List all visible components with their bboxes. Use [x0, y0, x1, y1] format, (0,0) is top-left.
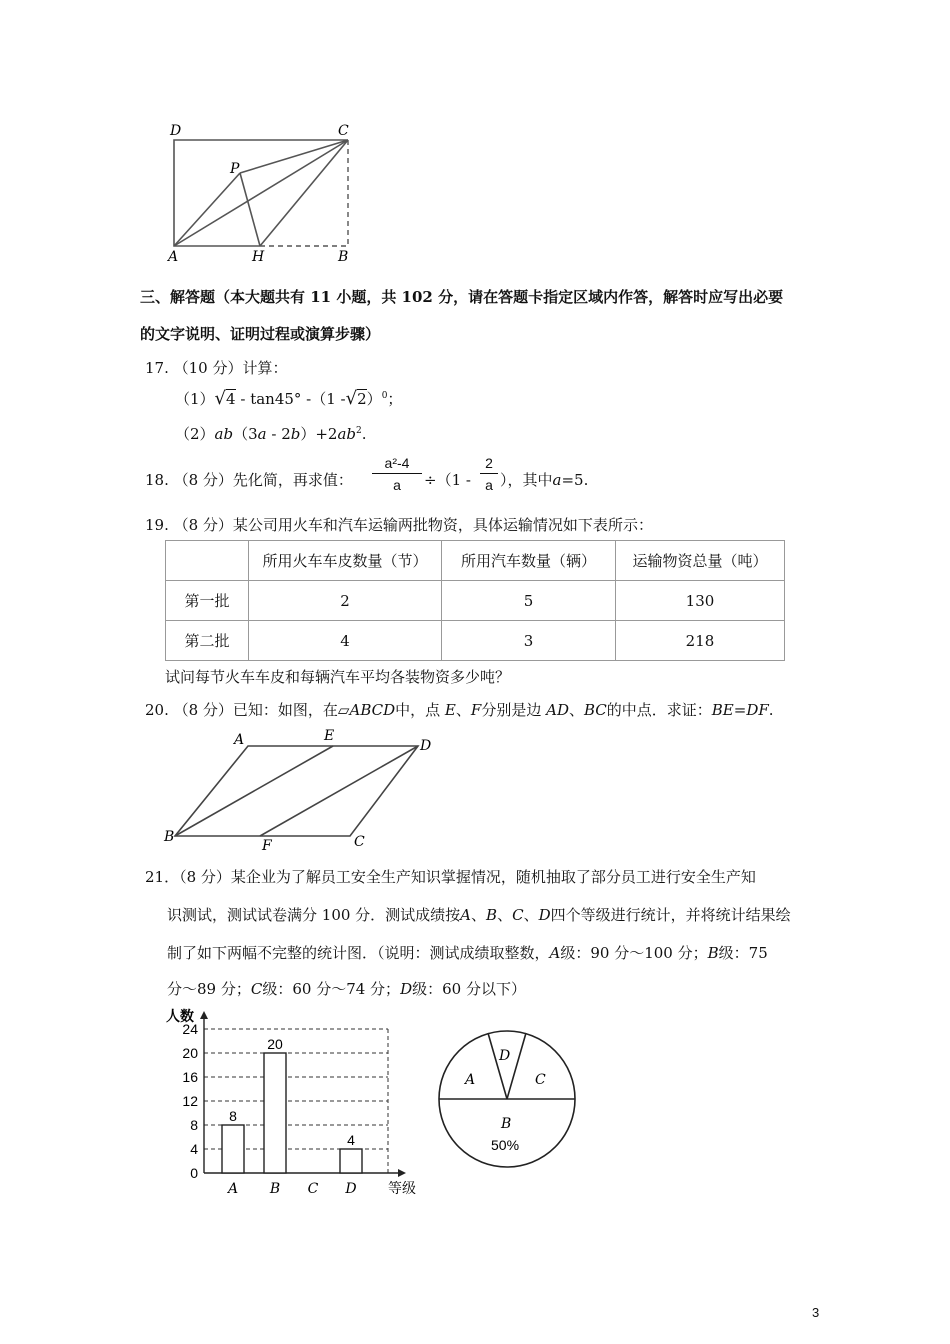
q20-abcd: ABCD: [349, 701, 396, 719]
label-C: C: [354, 834, 365, 850]
q18-frac1-den: a: [393, 477, 401, 493]
label-H: H: [252, 249, 265, 265]
q17-p2-a: ab: [214, 425, 234, 443]
q21-line4e: 级：60 分以下）: [412, 980, 526, 998]
label-D: D: [170, 123, 182, 139]
table-cell: 第二批: [166, 621, 249, 661]
bar-D: [340, 1149, 362, 1173]
q18-var: a: [552, 471, 562, 489]
label-D: D: [420, 738, 432, 754]
q18-tail-text: ），其中: [500, 471, 553, 489]
q20-sep: 、: [455, 701, 471, 719]
bar-chart: [160, 1005, 430, 1205]
y-axis-label: 人数: [166, 1009, 194, 1025]
pie-label-D: D: [499, 1048, 511, 1064]
table-row: [166, 621, 785, 661]
q21-line1: 21．（8 分）某企业为了解员工安全生产知识掌握情况，随机抽取了部分员工进行安全生产知: [145, 868, 756, 886]
pie-slice-divider-d-left: [488, 1033, 507, 1099]
q21-line3a: 制了如下两幅不完整的统计图．（说明：测试成绩取整数，: [167, 944, 550, 962]
data-label-A: 8: [229, 1108, 237, 1124]
q17-sqrt-a: 4: [226, 390, 236, 408]
section3-line1: 三、解答题（本大题共有 11 小题，共 102 分，请在答题卡指定区域内作答，解答时应写出必要: [140, 288, 784, 306]
pie-label-C: C: [535, 1072, 546, 1088]
q18-head: 18. （8 分）先化简，再求值：: [145, 471, 353, 489]
table-header-row: [166, 541, 785, 581]
q18-frac2-den: a: [485, 477, 493, 493]
x-tick-label-D: D: [345, 1181, 357, 1197]
q17-p2-b: （3: [233, 425, 258, 443]
q21-line4b: C: [250, 980, 263, 998]
label-P: P: [230, 161, 240, 177]
q21-line4c: 级：60 分～74 分；: [262, 980, 401, 998]
q20-df: DF: [746, 701, 769, 719]
q21-line3c: 级：90 分～100 分；: [560, 944, 708, 962]
q20-bc: BC: [583, 701, 607, 719]
q20-mid2: 分别是边: [481, 701, 542, 719]
label-B: B: [164, 829, 175, 845]
q17-p2-e: b: [290, 425, 301, 443]
q20-end: .: [768, 701, 774, 719]
q20-ad: AD: [546, 701, 569, 719]
q17-sqrt-b: 2: [357, 390, 367, 408]
data-label-B: 20: [267, 1036, 283, 1052]
q17-p1-mid: - tan45° -（1 -: [240, 390, 346, 408]
table-header-cell: 运输物资总量（吨）: [616, 541, 785, 581]
q17-p2-h: 2: [356, 426, 362, 436]
q20-mid3: 的中点．求证：: [606, 701, 712, 719]
q21-line2f: C: [512, 906, 524, 924]
table-cell: 3: [442, 621, 616, 661]
q20-e: E: [444, 701, 456, 719]
q19-question: 试问每节火车车皮和每辆汽车平均各装物资多少吨？: [165, 668, 511, 686]
y-tick-label: 24: [182, 1021, 198, 1037]
bar-B: [264, 1053, 286, 1173]
q17-p1-prefix: （1）: [175, 390, 215, 408]
label-E: E: [324, 728, 335, 744]
q18-tail: [500, 469, 588, 490]
q17-p2-g: ab: [337, 425, 357, 443]
bar-A: [222, 1125, 244, 1173]
table-header-cell: 所用汽车数量（辆）: [442, 541, 616, 581]
q17-p1-exp: 0: [381, 391, 388, 401]
q21-line2e: 、: [497, 906, 513, 924]
q21-line2i: 四个等级进行统计，并将统计结果绘: [550, 906, 791, 924]
q21-line2a: 识测试，测试试卷满分 100 分．测试成绩按: [167, 906, 461, 924]
q21-line4: [167, 978, 526, 999]
q17-p2-c: a: [257, 425, 267, 443]
q17-head: 17. （10 分）计算：: [145, 359, 288, 377]
x-axis-label: 等级: [388, 1181, 416, 1197]
q21-line2b: A: [460, 906, 472, 924]
data-label-D: 4: [347, 1132, 355, 1148]
q19-head: 19. （8 分）某公司用火车和汽车运输两批物资，具体运输情况如下表所示：: [145, 516, 653, 534]
label-A: A: [234, 732, 245, 748]
q21-line3b: A: [549, 944, 561, 962]
pie-label-B: B: [501, 1116, 512, 1132]
q17-p2-i: .: [361, 425, 367, 443]
table-header-cell: [166, 541, 249, 581]
q20-be: BE: [711, 701, 734, 719]
q21-line2d: B: [486, 906, 498, 924]
q20-eqs: =: [733, 701, 747, 719]
page-number: 3: [812, 1305, 820, 1320]
q20-mid1: 中，点: [395, 701, 441, 719]
pie-label-B-percent: 50%: [491, 1137, 520, 1153]
table-cell: 5: [442, 581, 616, 621]
pie-label-A: A: [465, 1072, 476, 1088]
table-header-cell: 所用火车车皮数量（节）: [249, 541, 442, 581]
table-cell: 130: [616, 581, 785, 621]
rectangle-figure: [160, 118, 360, 268]
q21-line3: [167, 942, 768, 963]
q19-table: [165, 540, 785, 661]
label-F: F: [262, 838, 272, 850]
y-tick-label: 12: [182, 1093, 198, 1109]
table-cell: 218: [616, 621, 785, 661]
x-tick-label-B: B: [269, 1181, 281, 1197]
pie-chart: [435, 1022, 585, 1172]
parallelogram-figure: [160, 726, 440, 850]
q17-part2: [175, 423, 367, 444]
q21-line3e: 级：75: [718, 944, 768, 962]
table-cell: 4: [249, 621, 442, 661]
y-tick-label: 8: [190, 1117, 198, 1133]
q20-head: [145, 699, 774, 720]
y-tick-label: 0: [190, 1165, 198, 1181]
q20-sep2: 、: [568, 701, 584, 719]
q18-eq: =5.: [561, 471, 589, 489]
q18-frac1-num: a²-4: [372, 455, 422, 474]
x-tick-label-A: A: [227, 1181, 239, 1197]
y-tick-label: 20: [182, 1045, 198, 1061]
section3-line2: 的文字说明、证明过程或演算步骤）: [140, 325, 381, 343]
pie-slice-divider-d-right: [507, 1033, 526, 1099]
x-axis-arrow: [398, 1169, 406, 1177]
q21-line2g: 、: [523, 906, 539, 924]
q21-line3d: B: [707, 944, 719, 962]
label-A: A: [168, 249, 179, 265]
y-tick-label: 16: [182, 1069, 198, 1085]
q18-frac1: [372, 455, 422, 493]
q18-frac2: [480, 455, 498, 493]
q21-line2: [167, 904, 791, 925]
q20-head-text: 20. （8 分）已知：如图，在▱: [145, 701, 350, 719]
y-tick-label: 4: [190, 1141, 198, 1157]
q21-line4d: D: [400, 980, 413, 998]
q17-p1-end: ）: [366, 390, 382, 408]
q17-part1: （1）√4 - tan45° -（1 -√2）$^0$；: [175, 388, 403, 409]
y-axis-arrow: [200, 1011, 208, 1019]
q17-p1-semi: ；: [387, 390, 403, 408]
q21-line2c: 、: [471, 906, 487, 924]
q21-line2h: D: [538, 906, 551, 924]
label-C: C: [338, 123, 349, 139]
q18-frac2-num: 2: [480, 455, 498, 474]
table-cell: 第一批: [166, 581, 249, 621]
label-B: B: [338, 249, 349, 265]
q17-p2-f: ）+2: [300, 425, 338, 443]
table-cell: 2: [249, 581, 442, 621]
q20-f: F: [470, 701, 482, 719]
q21-line4a: 分～89 分；: [167, 980, 251, 998]
q17-p2-prefix: （2）: [175, 425, 215, 443]
q17-p2-d: - 2: [266, 425, 291, 443]
table-row: [166, 581, 785, 621]
x-tick-label-C: C: [307, 1181, 319, 1197]
q18-div: ÷（1 -: [424, 471, 471, 489]
